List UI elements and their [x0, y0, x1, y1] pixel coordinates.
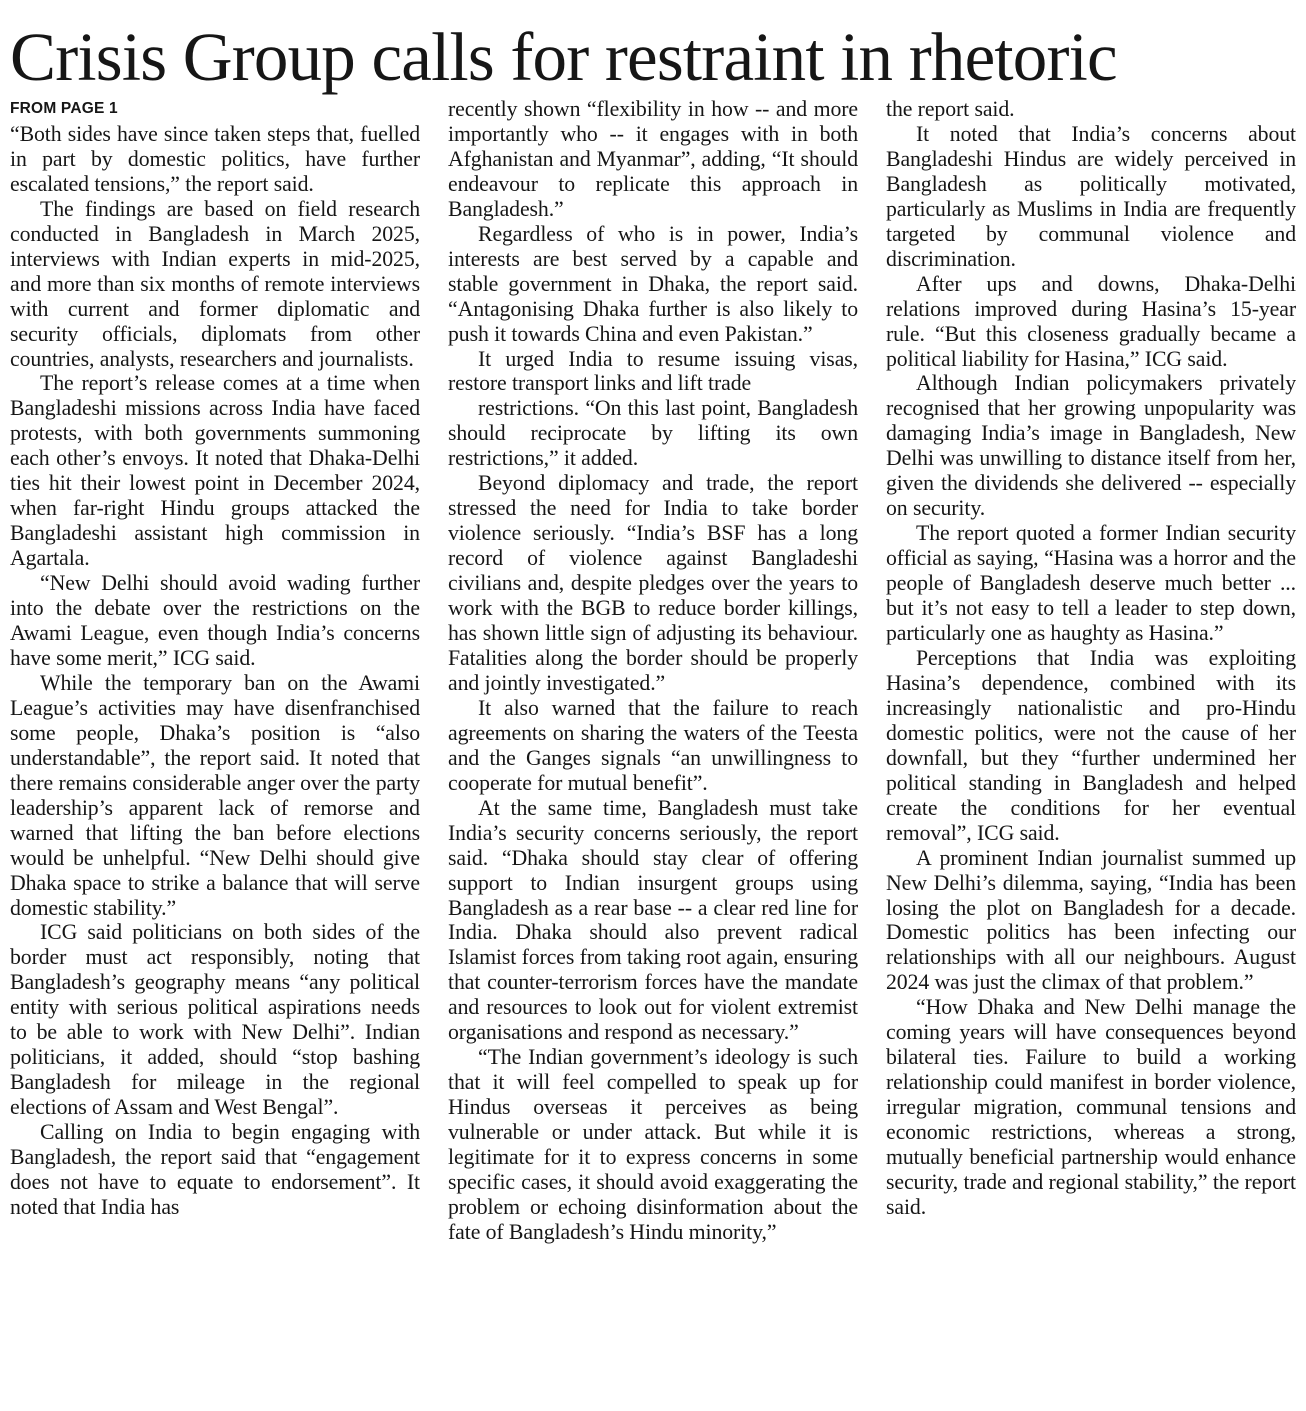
paragraph: Perceptions that India was exploiting Hasina’s dependence, combined with its increasingly nationalistic and pro-Hindu domestic politics, were not the cause of her downfall, but they “further undermined her political standing in Bangladesh and helped create the conditions for her eventual removal”, ICG said.	[886, 645, 1296, 845]
paragraph: The report quoted a former Indian security official as saying, “Hasina was a horror and the people of Bangladesh deserve much better ... but it’s not easy to tell a leader to step down, particularly one as haughty as Hasina.”	[886, 521, 1296, 646]
headline: Crisis Group calls for restraint in rhetoric	[10, 19, 1117, 95]
article-column-1	[10, 97, 420, 1411]
paragraph: the report said.	[886, 97, 1015, 121]
paragraph: “The Indian government’s ideology is such that it will feel compelled to speak up for Hindus overseas it perceives as being vulnerable or under attack. But while it is legitimate for it to express concerns in some specific cases, it should avoid exaggerating the problem or echoing disinformation about the fate of Bangladesh’s Hindu minority,”	[448, 1045, 858, 1244]
paragraph: Calling on India to begin engaging with Bangladesh, the report said that “engagement does not have to equate to endorsement”. It noted that India has	[10, 1120, 420, 1219]
paragraph: The findings are based on field research conducted in Bangladesh in March 2025, interviews with Indian experts in mid-2025, and more than six months of remote interviews with current and former diplomatic and security officials, diplomats from other countries, analysts, researchers and journalists.	[10, 196, 420, 371]
paragraph: The report’s release comes at a time when Bangladeshi missions across India have faced protests, with both governments summoning each other’s envoys. It noted that Dhaka-Delhi ties hit their lowest point in December 2024, when far-right Hindu groups attacked the Bangladeshi assistant high commission in Agartala.	[10, 371, 420, 571]
paragraph: It noted that India’s concerns about Bangladeshi Hindus are widely perceived in Bangladesh as politically motivated, particularly as Muslims in India are frequently targeted by communal violence and discrimination.	[886, 121, 1296, 271]
kicker-from-page-1: FROM PAGE 1	[10, 100, 118, 117]
paragraph: “Both sides have since taken steps that, fuelled in part by domestic politics, have further escalated tensions,” the report said.	[10, 121, 420, 196]
paragraph: restrictions. “On this last point, Bangladesh should reciprocate by lifting its own restrictions,” it added.	[448, 396, 858, 471]
paragraph: While the temporary ban on the Awami League’s activities may have disenfranchised some people, Dhaka’s position is “also understandable”, the report said. It noted that there remains considerable anger over the party leadership’s apparent lack of remorse and warned that lifting the ban before elections would be unhelpful. “New Delhi should give Dhaka space to strike a balance that will serve domestic stability.”	[10, 670, 420, 920]
paragraph: recently shown “flexibility in how -- and more importantly who -- it engages with in both Afghanistan and Myanmar”, adding, “It should endeavour to replicate this approach in Bangladesh.”	[448, 97, 858, 221]
paragraph: It urged India to resume issuing visas, restore transport links and lift trade	[448, 346, 858, 396]
paragraph: “How Dhaka and New Delhi manage the coming years will have consequences beyond bilateral ties. Failure to build a working relationship could manifest in border violence, irregular migration, communal tensions and economic restrictions, whereas a strong, mutually beneficial partnership would enhance security, trade and regional stability,” the report said.	[886, 995, 1296, 1219]
paragraph: ICG said politicians on both sides of the border must act responsibly, noting that Bangladesh’s geography means “any political entity with serious political aspirations needs to be able to work with New Delhi”. Indian politicians, it added, should “stop bashing Bangladesh for mileage in the regional elections of Assam and West Bengal”.	[10, 920, 420, 1120]
paragraph: Beyond diplomacy and trade, the report stressed the need for India to take border violence seriously. “India’s BSF has a long record of violence against Bangladeshi civilians and, despite pledges over the years to work with the BGB to reduce border killings, has shown little sign of adjusting its behaviour. Fatalities along the border should be properly and jointly investigated.”	[448, 471, 858, 695]
article-column-2	[448, 97, 858, 1411]
paragraph: After ups and downs, Dhaka-Delhi relations improved during Hasina’s 15-year rule. “But this closeness gradually became a political liability for Hasina,” ICG said.	[886, 271, 1296, 371]
paragraph: At the same time, Bangladesh must take India’s security concerns seriously, the report said. “Dhaka should stay clear of offering support to Indian insurgent groups using Bangladesh as a rear base -- a clear red line for India. Dhaka should also prevent radical Islamist forces from taking root again, ensuring that counter-terrorism forces have the mandate and resources to look out for violent extremist organisations and respond as necessary.”	[448, 795, 858, 1045]
paragraph: It also warned that the failure to reach agreements on sharing the waters of the Teesta and the Ganges signals “an unwillingness to cooperate for mutual benefit”.	[448, 695, 858, 795]
paragraph: Although Indian policymakers privately recognised that her growing unpopularity was damaging India’s image in Bangladesh, New Delhi was unwilling to distance itself from her, given the dividends she delivered -- especially on security.	[886, 371, 1296, 521]
paragraph: A prominent Indian journalist summed up New Delhi’s dilemma, saying, “India has been losing the plot on Bangladesh for a decade. Domestic politics has been infecting our relationships with all our neighbours. August 2024 was just the climax of that problem.”	[886, 845, 1296, 995]
article-column-3	[886, 97, 1296, 1411]
paragraph: Regardless of who is in power, India’s interests are best served by a capable and stable government in Dhaka, the report said. “Antagonising Dhaka further is also likely to push it towards China and even Pakistan.”	[448, 221, 858, 346]
paragraph: “New Delhi should avoid wading further into the debate over the restrictions on the Awami League, even though India’s concerns have some merit,” ICG said.	[10, 571, 420, 670]
